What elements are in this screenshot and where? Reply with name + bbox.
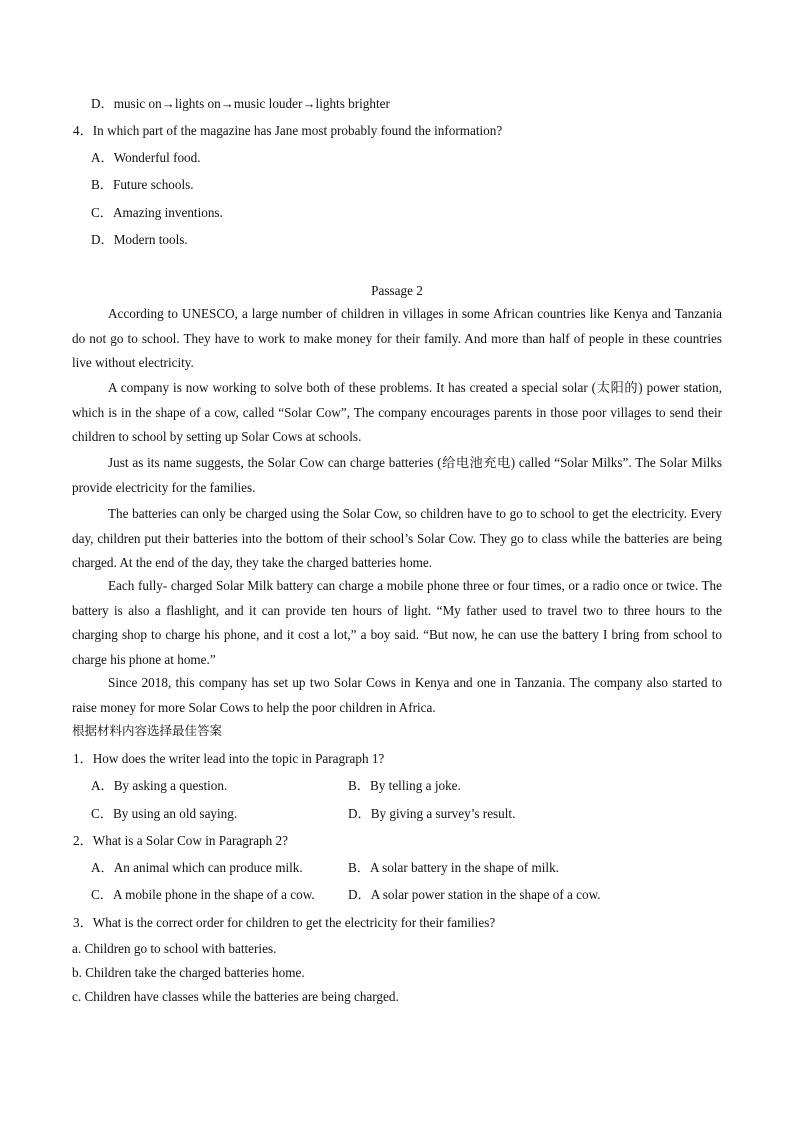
question-2-stem: 2．What is a Solar Cow in Paragraph 2?	[73, 833, 288, 848]
question-2-option-d: D．A solar power station in the shape of a cow.	[348, 887, 601, 902]
question-2-option-a: A．An animal which can produce milk.	[91, 860, 303, 875]
instruction-text: 根据材料内容选择最佳答案	[72, 723, 223, 738]
question-3-step-c: c. Children have classes while the batteries are being charged.	[72, 989, 399, 1004]
question-1-option-a: A．By asking a question.	[91, 778, 228, 793]
question-1-option-c: C．By using an old saying.	[91, 806, 238, 821]
question-4-option-c: C．Amazing inventions.	[91, 205, 223, 220]
passage-title: Passage 2	[371, 283, 423, 298]
passage-paragraph-1: According to UNESCO, a large number of children in villages in some African countries like Kenya and Tanzania do not go to school. They have to work to make money for their family. And more than half of people in these countries live without electricity.	[72, 306, 722, 370]
question-4-stem: 4．In which part of the magazine has Jane most probably found the information?	[73, 123, 503, 138]
question-1-option-b: B．By telling a joke.	[348, 778, 461, 793]
question-3-step-a: a. Children go to school with batteries.	[72, 941, 277, 956]
passage-paragraph-5: Each fully- charged Solar Milk battery can charge a mobile phone three or four times, or a radio once or twice. The battery is also a flashlight, and it can provide ten hours of light. “My father used to travel two to three hours to the charging shop to charge his phone, and it cost a lot,” a boy said. “But now, he can use the battery I bring from school to charge his phone at home.”	[72, 578, 722, 667]
passage-paragraph-6: Since 2018, this company has set up two Solar Cows in Kenya and one in Tanzania. The company also started to raise money for more Solar Cows to help the poor children in Africa.	[72, 675, 722, 715]
question-3-stem: 3．What is the correct order for children to get the electricity for their families?	[73, 915, 496, 930]
question-2-option-b: B．A solar battery in the shape of milk.	[348, 860, 559, 875]
question-4-option-a: A．Wonderful food.	[91, 150, 201, 165]
question-1-stem: 1．How does the writer lead into the topic in Paragraph 1?	[73, 751, 385, 766]
question-2-option-c: C．A mobile phone in the shape of a cow.	[91, 887, 315, 902]
passage-paragraph-4: The batteries can only be charged using the Solar Cow, so children have to go to school to get the electricity. Every day, children put their batteries into the bottom of their school’s Solar Cow. They go to class while the batteries are being charged. At the end of the day, they take the charged batteries home.	[72, 506, 722, 570]
question-4-option-b: B．Future schools.	[91, 177, 194, 192]
passage-paragraph-3: Just as its name suggests, the Solar Cow can charge batteries (给电池充电) called “Solar Milks”. The Solar Milks provide electricity for the families.	[72, 455, 722, 495]
prev-question-option-d: D．music on→lights on→music louder→lights brighter	[91, 96, 390, 111]
question-3-step-b: b. Children take the charged batteries home.	[72, 965, 305, 980]
question-4-option-d: D．Modern tools.	[91, 232, 188, 247]
passage-paragraph-2: A company is now working to solve both of these problems. It has created a special solar (太阳的) power station, which is in the shape of a cow, called “Solar Cow”, The company encourages parents in those poor villages to send their children to school by setting up Solar Cows at schools.	[72, 380, 722, 444]
question-1-option-d: D．By giving a survey’s result.	[348, 806, 516, 821]
